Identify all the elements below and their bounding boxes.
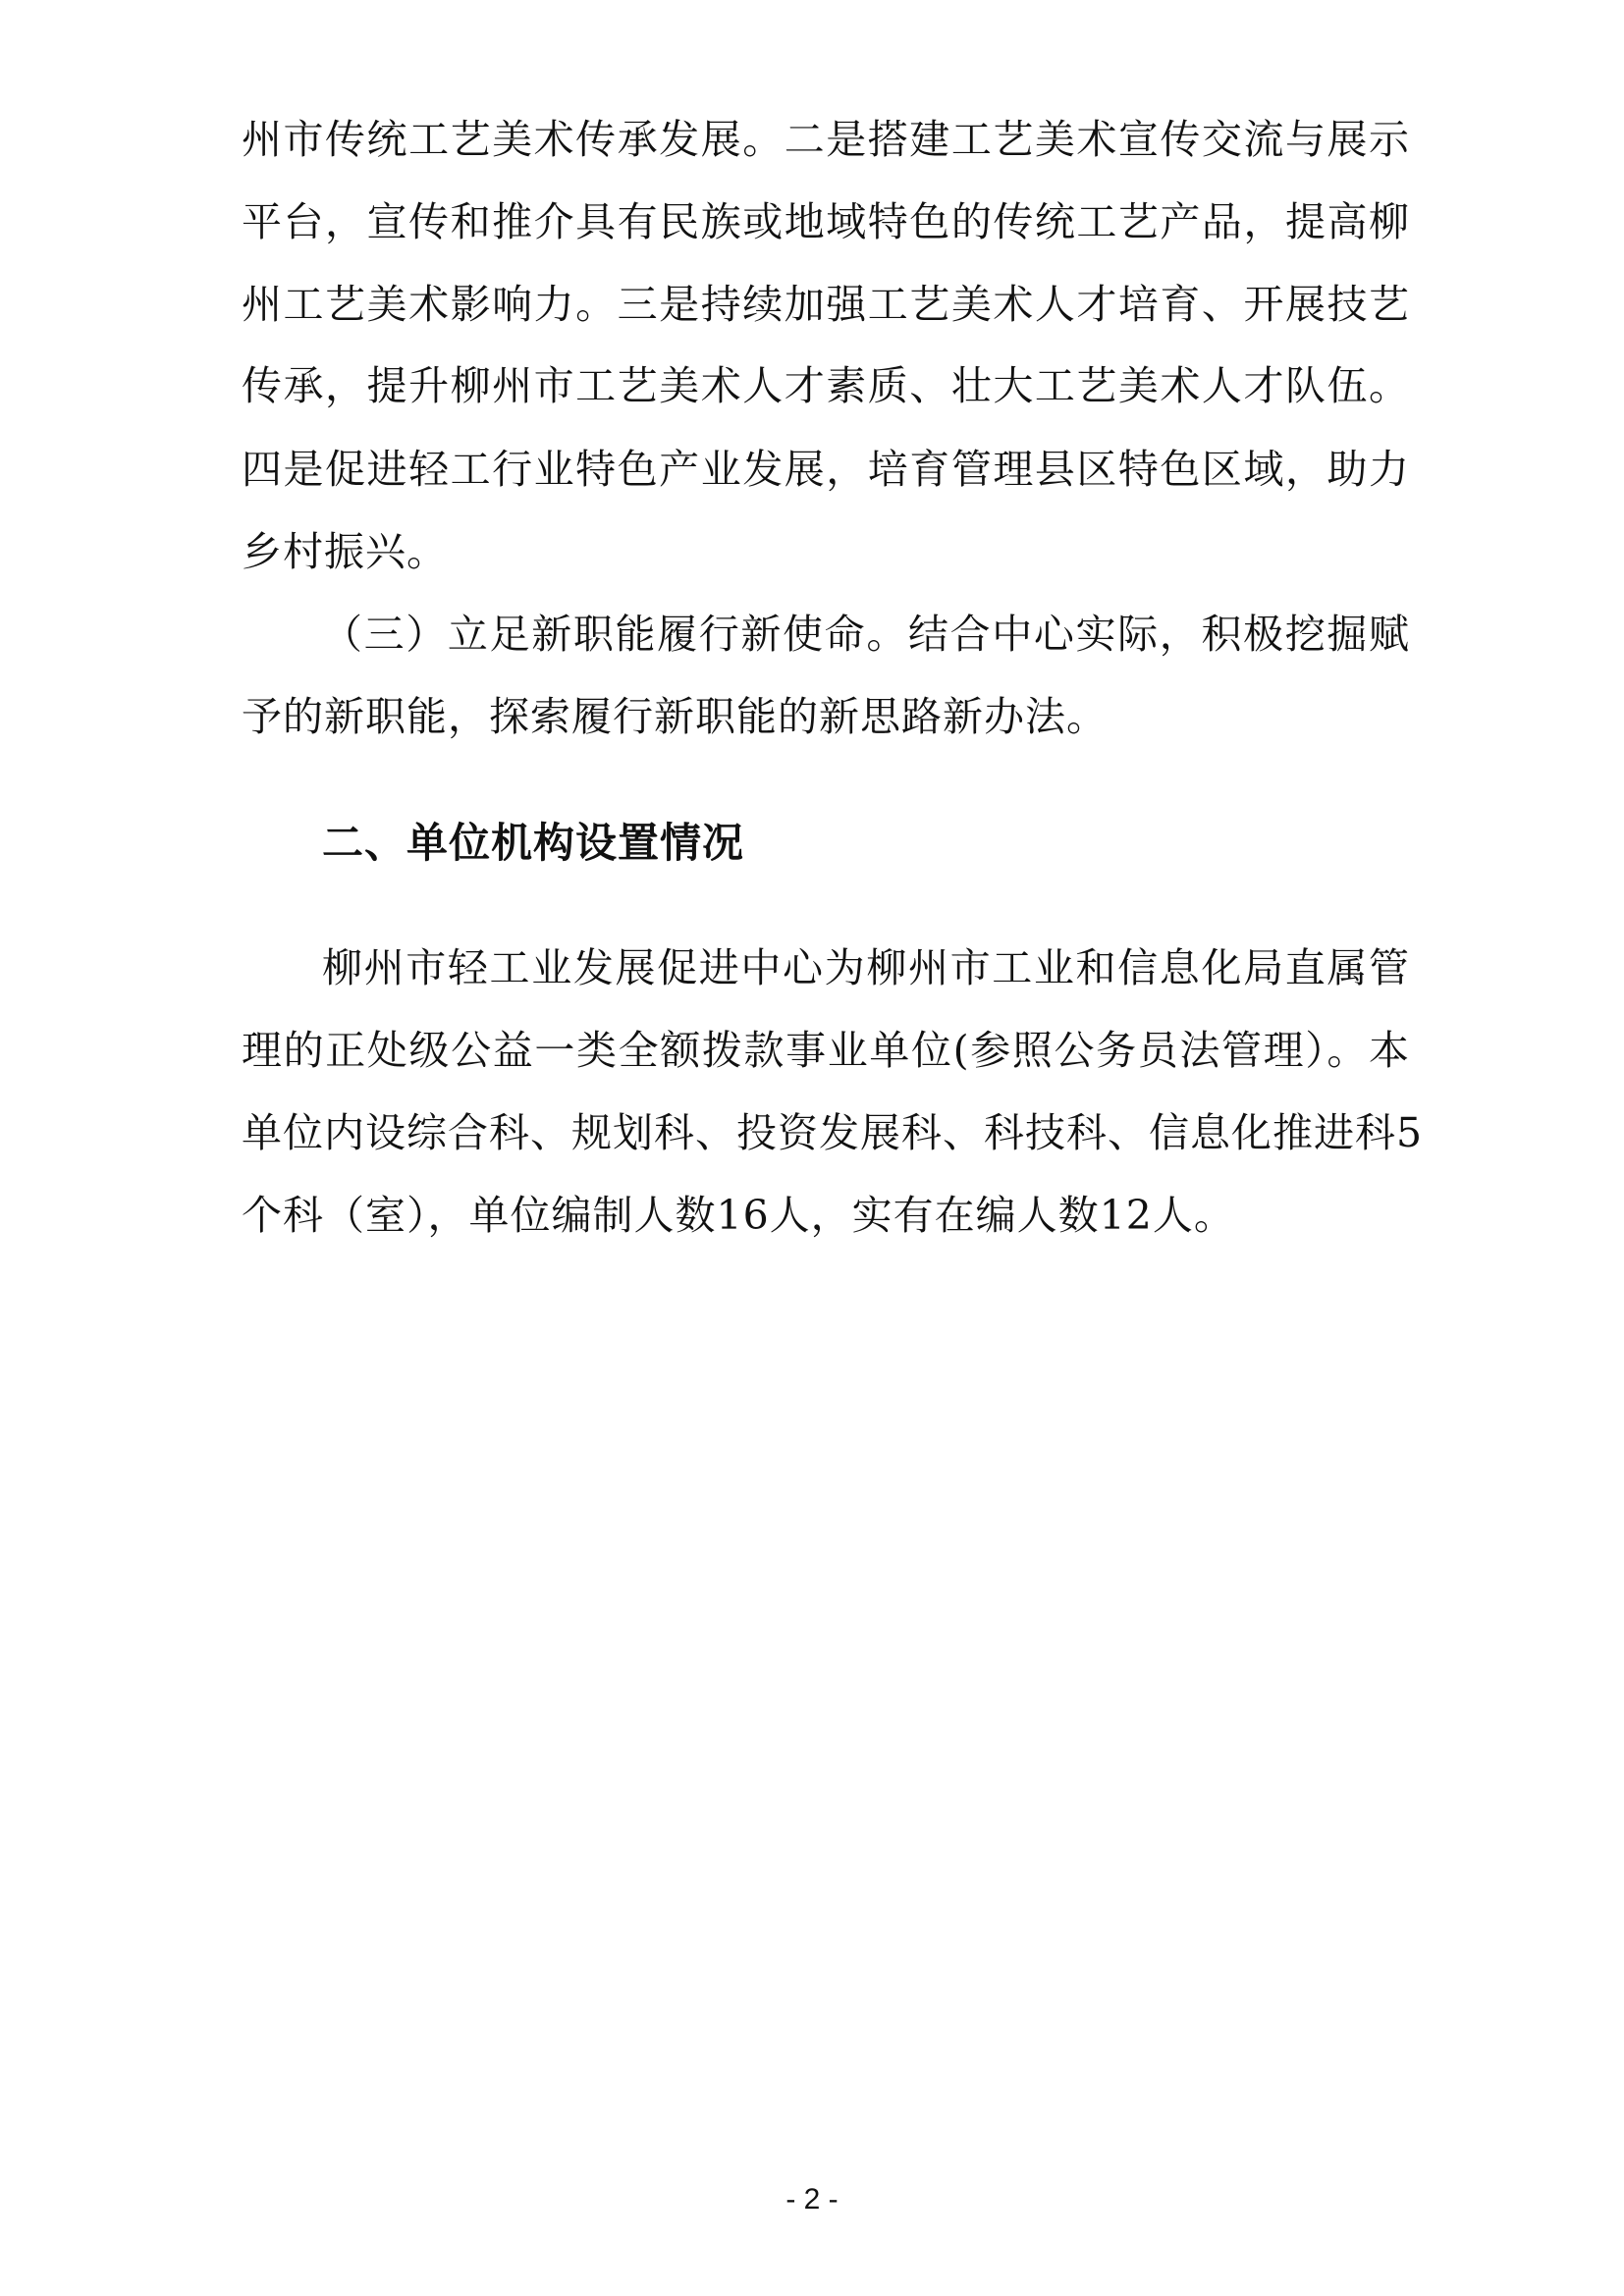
paragraph-line: 平台，宣传和推介具有民族或地域特色的传统工艺产品，提高柳 [242, 198, 1410, 245]
paragraph-line: 单位内设综合科、规划科、投资发展科、科技科、信息化推进科5 [242, 1109, 1424, 1156]
paragraph-line: 州工艺美术影响力。三是持续加强工艺美术人才培育、开展技艺 [242, 281, 1410, 328]
paragraph-line: 柳州市轻工业发展促进中心为柳州市工业和信息化局直属管 [322, 944, 1410, 991]
paragraph-line: 理的正处级公益一类全额拨款事业单位(参照公务员法管理）。本 [242, 1027, 1410, 1074]
paragraph-line: 个科（室），单位编制人数16人，实有在编人数12人。 [242, 1192, 1235, 1239]
paragraph-line: 乡村振兴。 [242, 528, 448, 575]
page-number: - 2 - [785, 2183, 839, 2216]
paragraph-line: 予的新职能，探索履行新职能的新思路新办法。 [242, 693, 1108, 740]
paragraph-line: 州市传统工艺美术传承发展。二是搭建工艺美术宣传交流与展示 [242, 116, 1410, 163]
section-heading: 二、单位机构设置情况 [322, 819, 745, 867]
paragraph-line: 四是促进轻工行业特色产业发展，培育管理县区特色区域，助力 [242, 446, 1410, 493]
paragraph-line: 传承，提升柳州市工艺美术人才素质、壮大工艺美术人才队伍。 [242, 362, 1410, 409]
paragraph-line: （三）立足新职能履行新使命。结合中心实际，积极挖掘赋 [322, 611, 1410, 658]
